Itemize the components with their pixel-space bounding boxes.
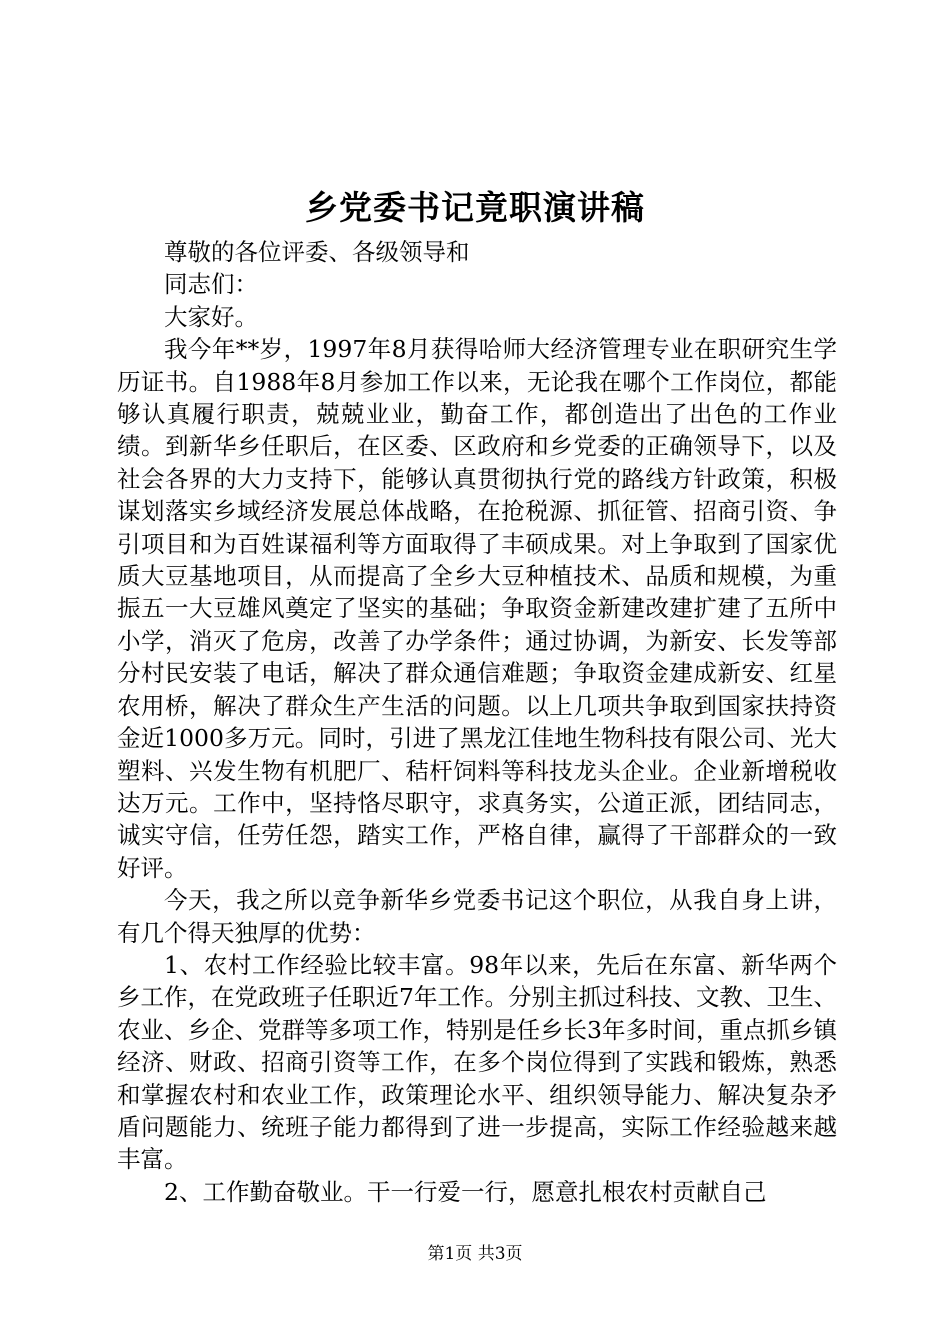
document-title: 乡党委书记竟职演讲稿 (305, 188, 645, 227)
salutation-line-2: 同志们： (164, 270, 258, 299)
salutation-line-1: 尊敬的各位评委、各级领导和 (164, 238, 470, 266)
paragraph-advantage-2: 2、工作勤奋敬业。干一行爱一行，愿意扎根农村贡献自己 (164, 1177, 767, 1206)
document-body (117, 236, 837, 1208)
page-footer: 第1页 共3页 (427, 1244, 523, 1264)
paragraph-background: 我今年**岁，1997年8月获得哈师大经济管理专业在职研究生学历证书。自1988年8月参加工作以来，无论我在哪个工作岗位，都能够认真履行职责，兢兢业业，勤奋工作，都创造出了出色的工作业绩。到新华乡任职后，在区委、区政府和乡党委的正确领导下，以及社会各界的大力支持下，能够认真贯彻执行党的路线方针政策，积极谋划落实乡域经济发展总体战略，在抢税源、抓征管、招商引资、争引项目和为百姓谋福利等方面取得了丰硕成果。对上争取到了国家优质大豆基地项目，从而提高了全乡大豆种植技术、品质和规模，为重振五一大豆雄风奠定了坚实的基础；争取资金新建改建扩建了五所中小学，消灭了危房，改善了办学条件；通过协调，为新安、长发等部分村民安装了电话，解决了群众通信难题；争取资金建成新安、红星农用桥，解决了群众生产生活的问题。以上几项共争取到国家扶持资金近1000多万元。同时，引进了黑龙江佳地生物科技有限公司、光大塑料、兴发生物有机肥厂、秸杆饲料等科技龙头企业。企业新增税收达万元。工作中，坚持恪尽职守，求真务实，公道正派，团结同志，诚实守信，任劳任怨，踏实工作，严格自律，赢得了干部群众的一致好评。 (117, 335, 837, 882)
paragraph-advantages-intro: 今天，我之所以竞争新华乡党委书记这个职位，从我自身上讲，有几个得天独厚的优势： (117, 886, 837, 947)
paragraph-advantage-1: 1、农村工作经验比较丰富。98年以来，先后在东富、新华两个乡工作，在党政班子任职近7年工作。分别主抓过科技、文教、卫生、农业、乡企、党群等多项工作，特别是任乡长3年多时间，重点抓乡镇经济、财政、招商引资等工作，在多个岗位得到了实践和锻炼，熟悉和掌握农村和农业工作，政策理论水平、组织领导能力、解决复杂矛盾问题能力、统班子能力都得到了进一步提高，实际工作经验越来越丰富。 (117, 950, 837, 1174)
greeting: 大家好。 (164, 302, 258, 331)
